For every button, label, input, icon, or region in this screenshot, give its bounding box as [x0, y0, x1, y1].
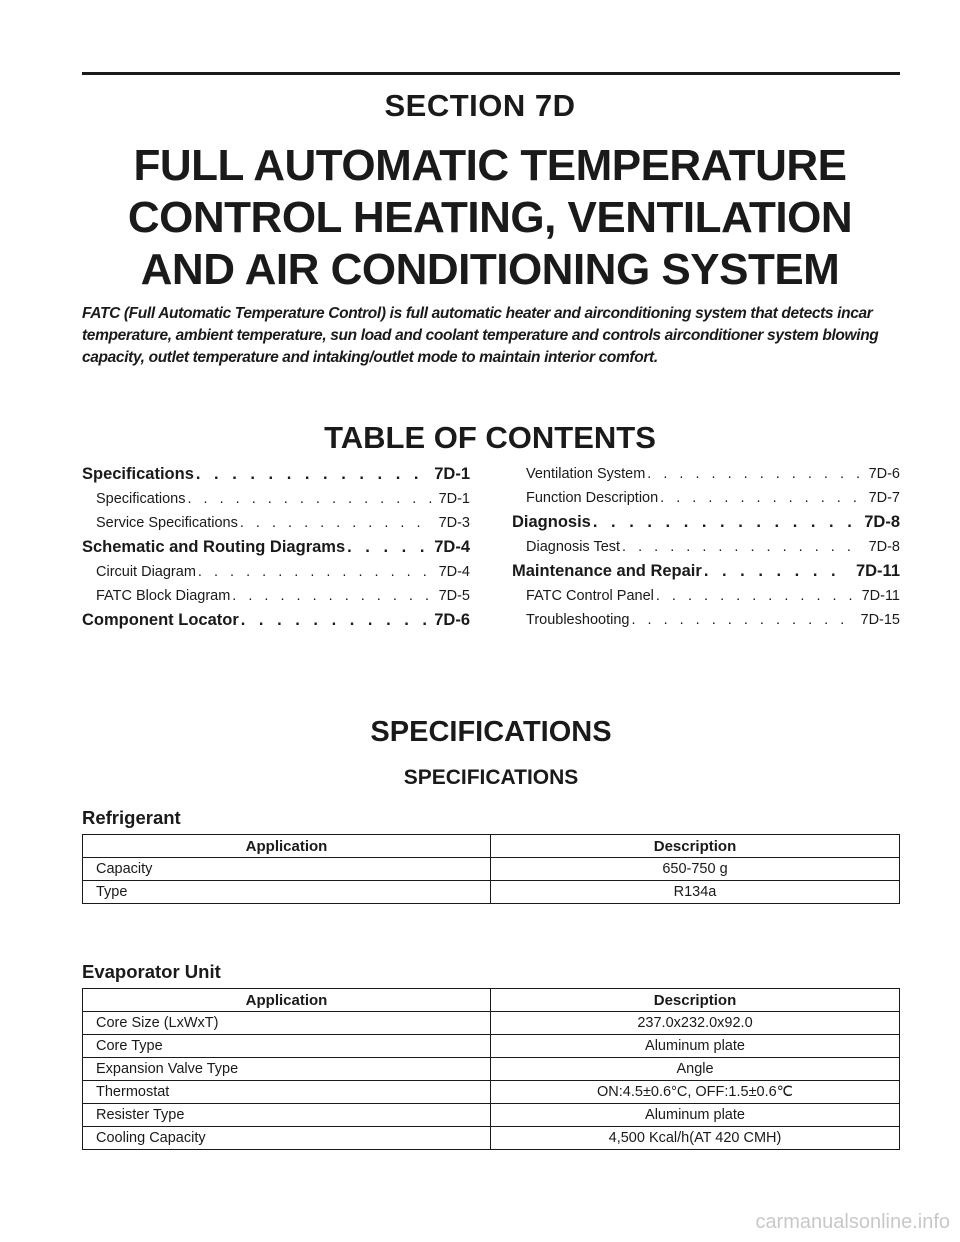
toc-page: 7D-3	[438, 515, 470, 531]
toc-label: Diagnosis Test	[526, 539, 621, 555]
toc-label: Specifications	[82, 465, 194, 483]
toc-page: 7D-11	[855, 562, 900, 580]
toc-leader	[622, 535, 863, 559]
toc-page: 7D-6	[434, 611, 470, 629]
description-cell: ON:4.5±0.6°C, OFF:1.5±0.6℃	[491, 1081, 900, 1104]
toc-entry-fatc-block-diagram[interactable]	[82, 584, 470, 608]
toc-label: FATC Control Panel	[526, 588, 654, 604]
table-row	[83, 1081, 900, 1104]
table-row	[83, 858, 900, 881]
toc-entry-maintenance-repair[interactable]	[512, 559, 900, 584]
toc-label: Function Description	[526, 490, 659, 506]
table-row	[83, 1127, 900, 1150]
toc-leader	[660, 486, 862, 510]
toc-entry-component-locator[interactable]	[82, 608, 470, 633]
refrigerant-title: Refrigerant	[82, 807, 181, 828]
toc-leader	[232, 584, 432, 608]
toc-page: 7D-6	[868, 466, 900, 482]
toc-label: Circuit Diagram	[96, 564, 196, 580]
toc-entry-specifications[interactable]	[82, 462, 470, 487]
toc-leader	[593, 510, 858, 535]
toc-page: 7D-5	[438, 588, 470, 604]
toc-label: Schematic and Routing Diagrams	[82, 538, 346, 556]
refrigerant-table	[82, 834, 900, 904]
toc-entry-function-description[interactable]	[512, 486, 900, 510]
toc-label: FATC Block Diagram	[96, 588, 231, 604]
toc-leader	[241, 608, 428, 633]
toc-page: 7D-1	[434, 465, 470, 483]
toc-label: Maintenance and Repair	[512, 562, 702, 580]
application-cell: Core Size (LxWxT)	[83, 1012, 491, 1035]
specifications-heading: SPECIFICATIONS	[370, 716, 612, 748]
application-cell: Cooling Capacity	[83, 1127, 491, 1150]
toc-leader	[656, 584, 856, 608]
toc-leader	[631, 608, 854, 632]
toc-label: Troubleshooting	[526, 612, 630, 628]
application-cell: Expansion Valve Type	[83, 1058, 491, 1081]
toc-entry-diagnosis[interactable]	[512, 510, 900, 535]
specifications-subheading: SPECIFICATIONS	[403, 766, 579, 789]
section-number: SECTION 7D	[384, 88, 576, 123]
application-cell: Thermostat	[83, 1081, 491, 1104]
title-line: CONTROL HEATING, VENTILATION	[127, 193, 853, 242]
application-cell: Type	[83, 881, 491, 904]
application-cell: Resister Type	[83, 1104, 491, 1127]
toc-entry-fatc-control-panel[interactable]	[512, 584, 900, 608]
toc-entry-diagnosis-test[interactable]	[512, 535, 900, 559]
toc-label: Component Locator	[82, 611, 239, 629]
toc-page: 7D-4	[434, 538, 470, 556]
description-cell: 4,500 Kcal/h(AT 420 CMH)	[491, 1127, 900, 1150]
description-cell: R134a	[491, 881, 900, 904]
column-header: Application	[83, 835, 491, 858]
title-line: AND AIR CONDITIONING SYSTEM	[140, 245, 840, 294]
page-title	[0, 140, 960, 296]
toc-page: 7D-7	[868, 490, 900, 506]
toc-entry-troubleshooting[interactable]	[512, 608, 900, 632]
toc-left-column	[82, 462, 470, 633]
toc-heading: TABLE OF CONTENTS	[324, 420, 656, 455]
description-cell: Aluminum plate	[491, 1104, 900, 1127]
evaporator-title: Evaporator Unit	[82, 961, 221, 982]
top-rule	[82, 72, 900, 75]
application-cell: Core Type	[83, 1035, 491, 1058]
toc-label: Specifications	[96, 491, 186, 507]
table-header-row	[83, 989, 900, 1012]
toc-leader	[187, 487, 432, 511]
toc-entry-service-specifications[interactable]	[82, 511, 470, 535]
application-cell: Capacity	[83, 858, 491, 881]
toc-leader	[196, 462, 428, 487]
toc-label: Ventilation System	[526, 466, 646, 482]
toc-entry-specifications-sub[interactable]	[82, 487, 470, 511]
toc-page: 7D-1	[438, 491, 470, 507]
toc-page: 7D-8	[868, 539, 900, 555]
description-cell: 650-750 g	[491, 858, 900, 881]
toc-page: 7D-11	[861, 588, 900, 604]
evaporator-table	[82, 988, 900, 1150]
toc-leader	[198, 560, 433, 584]
table-row	[83, 1012, 900, 1035]
description-cell: Aluminum plate	[491, 1035, 900, 1058]
description-cell: 237.0x232.0x92.0	[491, 1012, 900, 1035]
table-row	[83, 1104, 900, 1127]
column-header: Description	[491, 989, 900, 1012]
table-row	[83, 881, 900, 904]
table-header-row	[83, 835, 900, 858]
toc-entry-circuit-diagram[interactable]	[82, 560, 470, 584]
toc-leader	[240, 511, 433, 535]
title-line: FULL AUTOMATIC TEMPERATURE	[133, 141, 847, 190]
table-row	[83, 1058, 900, 1081]
toc-page: 7D-8	[864, 513, 900, 531]
toc-leader	[704, 559, 850, 584]
toc-label: Diagnosis	[512, 513, 591, 531]
table-row	[83, 1035, 900, 1058]
toc-leader	[647, 462, 862, 486]
description-cell: Angle	[491, 1058, 900, 1081]
watermark: carmanualsonline.info	[755, 1211, 950, 1233]
intro-paragraph: FATC (Full Automatic Temperature Control) is full automatic heater and airconditioning system that detects incar temperature, ambient temperature, sun load and coolant temperature and controls airconditioner system blowing capacity, outlet temperature and intaking/outlet mode to maintain interior comfort.	[82, 305, 879, 366]
column-header: Application	[83, 989, 491, 1012]
toc-page: 7D-15	[860, 612, 900, 628]
toc-leader	[347, 535, 428, 560]
toc-page: 7D-4	[438, 564, 470, 580]
column-header: Description	[491, 835, 900, 858]
toc-right-column	[512, 462, 900, 632]
toc-entry-ventilation-system[interactable]	[512, 462, 900, 486]
toc-label: Service Specifications	[96, 515, 238, 531]
toc-entry-schematic-diagrams[interactable]	[82, 535, 470, 560]
